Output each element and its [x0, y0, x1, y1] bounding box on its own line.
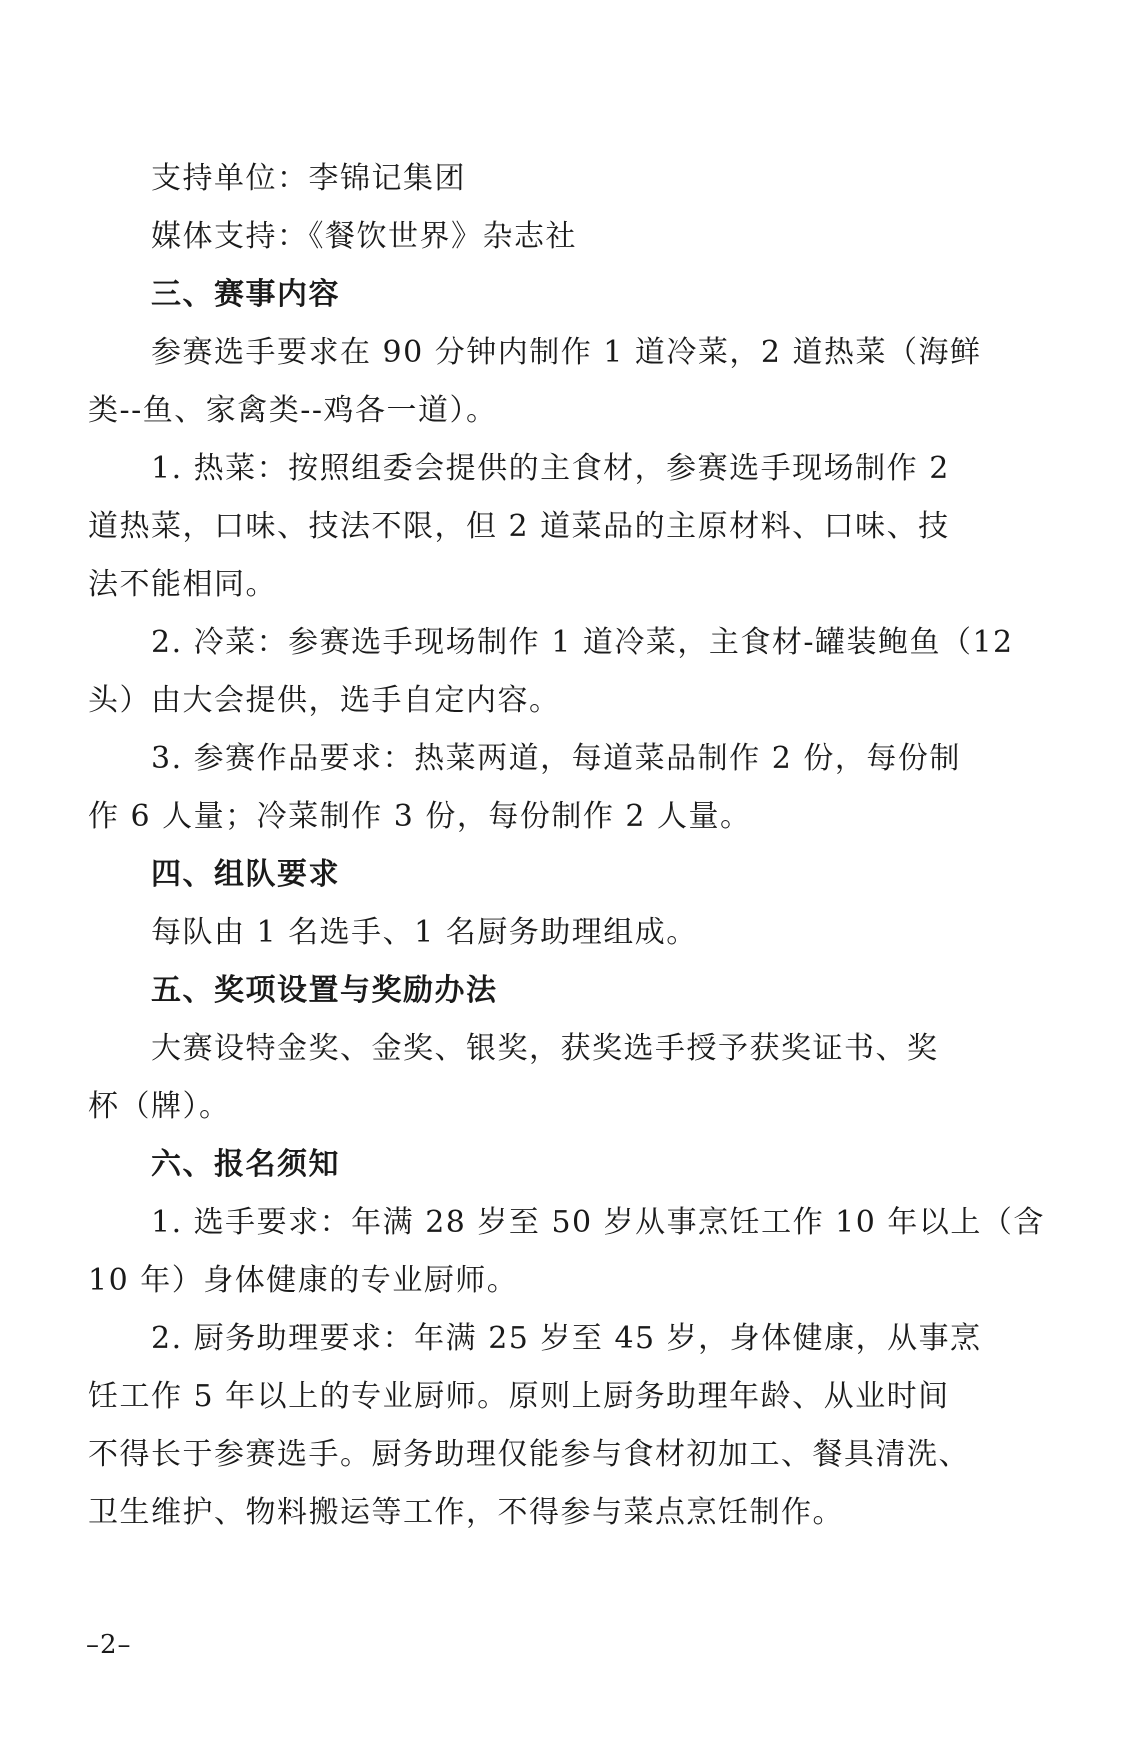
paragraph-line: 法不能相同。 — [88, 567, 277, 602]
paragraph-line: 饪工作 5 年以上的专业厨师。原则上厨务助理年龄、从业时间 — [88, 1379, 950, 1414]
section-heading-team: 四、组队要求 — [151, 857, 340, 892]
paragraph-line: 2. 厨务助理要求：年满 25 岁至 45 岁，身体健康，从事烹 — [151, 1321, 982, 1356]
paragraph-line: 杯（牌）。 — [88, 1089, 231, 1124]
section-heading-awards: 五、奖项设置与奖励办法 — [151, 973, 498, 1008]
support-unit-line: 支持单位：李锦记集团 — [151, 161, 466, 196]
paragraph-line: 不得长于参赛选手。厨务助理仅能参与食材初加工、餐具清洗、 — [88, 1437, 970, 1472]
paragraph-line: 10 年）身体健康的专业厨师。 — [88, 1263, 519, 1298]
paragraph-line: 每队由 1 名选手、1 名厨务助理组成。 — [151, 915, 698, 950]
paragraph-line: 类--鱼、家禽类--鸡各一道）。 — [88, 393, 498, 428]
paragraph-line: 道热菜，口味、技法不限，但 2 道菜品的主原材料、口味、技 — [88, 509, 950, 544]
media-support-line: 媒体支持：《餐饮世界》杂志社 — [151, 219, 577, 254]
document-body — [88, 150, 1045, 1542]
page-number: –2– — [86, 1630, 132, 1660]
paragraph-line: 卫生维护、物料搬运等工作，不得参与菜点烹饪制作。 — [88, 1495, 844, 1530]
paragraph-line: 1. 热菜：按照组委会提供的主食材，参赛选手现场制作 2 — [151, 451, 950, 486]
section-heading-registration: 六、报名须知 — [151, 1147, 340, 1182]
paragraph-line: 3. 参赛作品要求：热菜两道，每道菜品制作 2 份，每份制 — [151, 741, 961, 776]
paragraph-line: 作 6 人量；冷菜制作 3 份，每份制作 2 人量。 — [88, 799, 752, 834]
paragraph-line: 大赛设特金奖、金奖、银奖，获奖选手授予获奖证书、奖 — [151, 1031, 939, 1066]
paragraph-line: 2. 冷菜：参赛选手现场制作 1 道冷菜，主食材-罐装鲍鱼（12 — [151, 625, 1014, 660]
paragraph-line: 1. 选手要求：年满 28 岁至 50 岁从事烹饪工作 10 年以上（含 — [151, 1205, 1045, 1240]
section-heading-content: 三、赛事内容 — [151, 277, 340, 312]
paragraph-line: 参赛选手要求在 90 分钟内制作 1 道冷菜，2 道热菜（海鲜 — [151, 335, 982, 370]
paragraph-line: 头）由大会提供，选手自定内容。 — [88, 683, 561, 718]
